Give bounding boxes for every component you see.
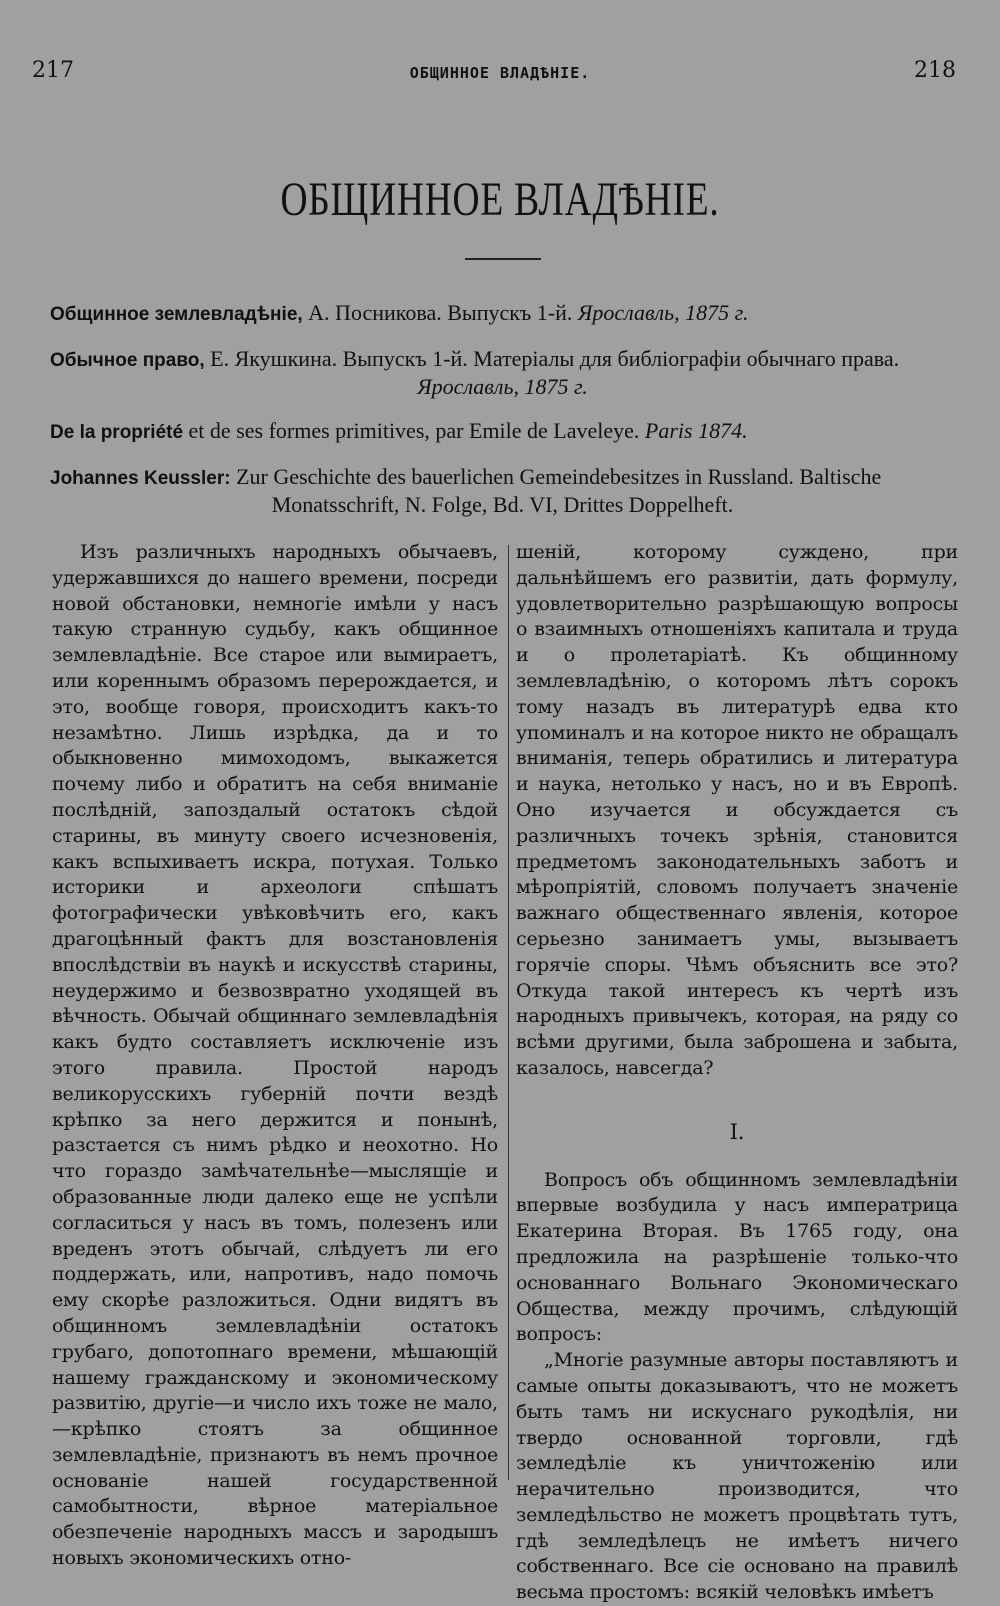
reference-author: Обычное право, (50, 350, 205, 371)
reference-text: Е. Якушкина. Выпускъ 1-й. Матеріалы для библіографіи обычнаго права. (204, 346, 900, 371)
reference-author: Общинное землевладѣніе, (50, 304, 303, 325)
body-paragraph: шеній, которому суждено, при дальнѣйшемъ его развитіи, дать формулу, удовлетворительно разрѣшающую вопросы о взаимныхъ отношеніяхъ капитала и труда и о пролетаріатѣ. Къ общинному землевладѣнію, о которомъ лѣтъ сорокъ тому назадъ въ литературѣ едва кто упоминалъ и на которое никто не обращалъ вниманія, теперь обратились и литература и наука, нетолько у насъ, но и въ Европѣ. Оно изучается и обсуждается съ различныхъ точекъ зрѣнія, становится предметомъ законодательныхъ заботъ и мѣропріятій, словомъ получаетъ значеніе важнаго общественнаго явленія, которое серьезно занимаетъ умы, вызываетъ горячіе споры. Чѣмъ объяснить все это? Откуда такой интересъ къ чертѣ изъ народныхъ привычекъ, которая, на ряду со всѣми другими, была заброшена и забыта, казалось, навсегда? (516, 541, 958, 1079)
reference-continuation: Monatsschrift, N. Folge, Bd. VI, Drittes Doppelheft. (271, 492, 734, 517)
right-column (516, 540, 958, 1606)
reference-item (50, 418, 955, 446)
section-heading: I. (729, 1119, 745, 1144)
left-column (52, 540, 498, 1572)
page-number-left: 217 (32, 58, 74, 83)
reference-text: А. Посникова. Выпускъ 1-й. (302, 300, 578, 325)
body-paragraph: Вопросъ объ общинномъ землевладѣніи впервые возбудила у насъ императрица Екатерина Вторая. Въ 1765 году, она предложила на разрѣшеніе только-что основаннаго Вольнаго Экономическаго Общества, между прочимъ, слѣдующій вопросъ: (516, 1168, 958, 1346)
reference-list (50, 300, 955, 536)
reference-item (50, 464, 955, 518)
body-paragraph: „Многіе разумные авторы поставляютъ и самые опыты доказываютъ, что не можетъ быть тамъ ни искуснаго рукодѣлія, ни твердо основанной торговли, гдѣ земледѣліе къ уничтоженію или нерачительно производится, что земледѣльство не можетъ процвѣтать тутъ, гдѣ земледѣлецъ не имѣетъ ничего собственнаго. Все сіе основано на правилѣ весьма простомъ: всякій человѣкъ имѣетъ (516, 1349, 958, 1604)
body-paragraph: Изъ различныхъ народныхъ обычаевъ, удержавшихся до нашего времени, посреди новой обстановки, немногіе имѣли у насъ такую странную судьбу, какъ общинное землевладѣніе. Все старое или вымираетъ, или кореннымъ образомъ перерождается, и это, вообще говоря, происходитъ какъ-то незамѣтно. Лишь изрѣдка, да и то обыкновенно мимоходомъ, выкажется почему либо и обратитъ на себя вниманіе послѣдній, запоздалый остатокъ сѣдой старины, въ минуту своего исчезновенія, какъ вспыхиваетъ искра, потухая. Только историки и археологи спѣшатъ фотографически увѣковѣчить его, какъ драгоцѣнный фактъ для возстановленія впослѣдствіи въ наукѣ и искусствѣ старины, неудержимо и безвозвратно уходящей въ вѣчность. Обычай общиннаго землевладѣнія какъ будто составляетъ исключеніе изъ этого правила. Простой народъ великорусскихъ губерній почти вездѣ крѣпко за него держится и понынѣ, разстается съ нимъ рѣдко и неохотно. Но что гораздо замѣчательнѣе—мыслящіе и образованные люди далеко еще не успѣли согласиться у насъ въ томъ, полезенъ или вреденъ этотъ обычай, слѣдуетъ ли его поддержать, или, напротивъ, надо помочь ему скорѣе разложиться. Одни видятъ въ общинномъ землевладѣніи остатокъ грубаго, допотопнаго времени, мѣшающій нашему гражданскому и экономическому развитію, другіе—и число ихъ тоже не мало,—крѣпко стоятъ за общинное землевладѣніе, признаютъ въ немъ прочное основаніе нашей государственной самобытности, вѣрное матеріальное обезпеченіе народныхъ массъ и зародышъ новыхъ экономическихъ отно- (52, 541, 498, 1570)
reference-continuation: Ярославль, 1875 г. (417, 374, 588, 399)
column-divider (508, 545, 509, 1480)
reference-item (50, 346, 955, 400)
reference-place: Ярославль, 1875 г. (577, 300, 749, 325)
reference-text: et de ses formes primitives, par Emile de Laveleye. (183, 418, 645, 443)
running-title: ОБЩИННОЕ ВЛАДѢНІЕ. (409, 64, 591, 82)
reference-item (50, 300, 955, 328)
reference-author: De la propriété (50, 422, 184, 443)
reference-text: Zur Geschichte des bauerlichen Gemeindebesitzes in Russland. Baltische (230, 464, 882, 489)
page-number-right: 218 (914, 58, 956, 83)
chapter-title: ОБЩИННОЕ ВЛАДѢНІЕ. (280, 173, 720, 226)
title-rule (465, 258, 541, 260)
reference-place: Paris 1874. (644, 418, 748, 443)
reference-author: Johannes Keussler: (50, 468, 231, 489)
